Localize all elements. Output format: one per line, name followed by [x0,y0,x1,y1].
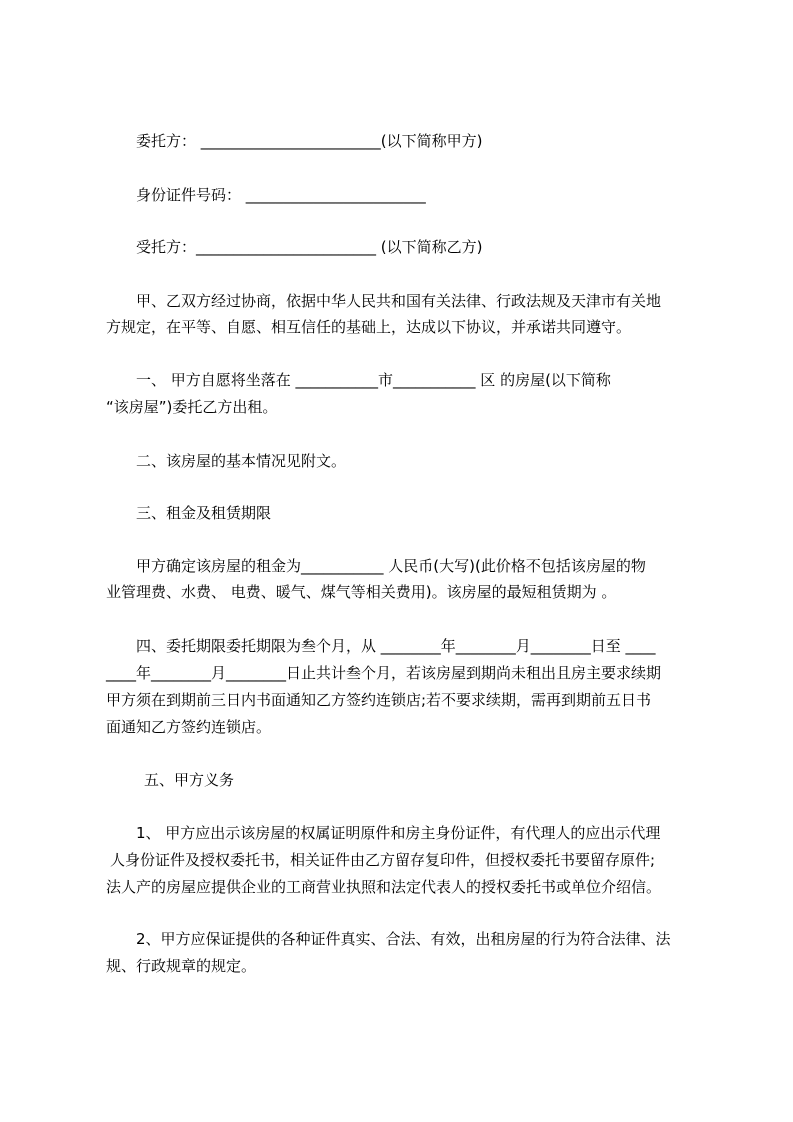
preamble-line-2: 方规定，在平等、自愿、相互信任的基础上，达成以下协议，并承诺共同遵守。 [106,318,632,336]
rent-line-2: 业管理费、水费、 电费、暖气、煤气等相关费用)。该房屋的最短租赁期为 。 [106,583,617,601]
id-number-line: 身份证件号码： ________________________ [136,186,426,204]
client-line: 委托方： ________________________(以下简称甲方) [136,132,483,150]
duty-1-line-1: 1、 甲方应出示该房屋的权属证明原件和房主身份证件，有代理人的应出示代理 [136,824,661,842]
clause-3-heading: 三、租金及租赁期限 [136,504,272,522]
duty-1-line-3: 法人产的房屋应提供企业的工商营业执照和法定代表人的授权委托书或单位介绍信。 [106,878,662,896]
clause-5-heading: 五、甲方义务 [144,771,235,789]
rent-line-1: 甲方确定该房屋的租金为___________ 人民币(大写)(此价格不包括该房屋的物 [136,557,646,575]
clause-1-line-1: 一、 甲方自愿将坐落在 ___________市___________ 区 的房屋(以下简称 [136,371,611,389]
clause-4-line-1: 四、委托期限委托期限为叁个月，从 ________年________月________日至 ____ [136,637,656,655]
clause-2-heading: 二、该房屋的基本情况见附文。 [136,452,347,470]
clause-4-line-4: 面通知乙方签约连锁店。 [106,718,272,736]
clause-4-line-2: ____年________月________日止共计叁个月，若该房屋到期尚未租出且房主要求续期 [106,664,662,682]
clause-1-line-2: “该房屋”)委托乙方出租。 [106,398,278,416]
duty-1-line-2: 人身份证件及授权委托书，相关证件由乙方留存复印件，但授权委托书要留存原件; [110,851,656,869]
trustee-line: 受托方：________________________ (以下简称乙方) [136,238,483,256]
duty-2-line-2: 规、行政规章的规定。 [106,957,257,975]
preamble-line-1: 甲、乙双方经过协商，依据中华人民共和国有关法律、行政法规及天津市有关地 [136,292,662,310]
clause-4-line-3: 甲方须在到期前三日内书面通知乙方签约连锁店;若不要求续期，需再到期前五日书 [106,691,652,709]
duty-2-line-1: 2、甲方应保证提供的各种证件真实、合法、有效，出租房屋的行为符合法律、法 [136,930,671,948]
